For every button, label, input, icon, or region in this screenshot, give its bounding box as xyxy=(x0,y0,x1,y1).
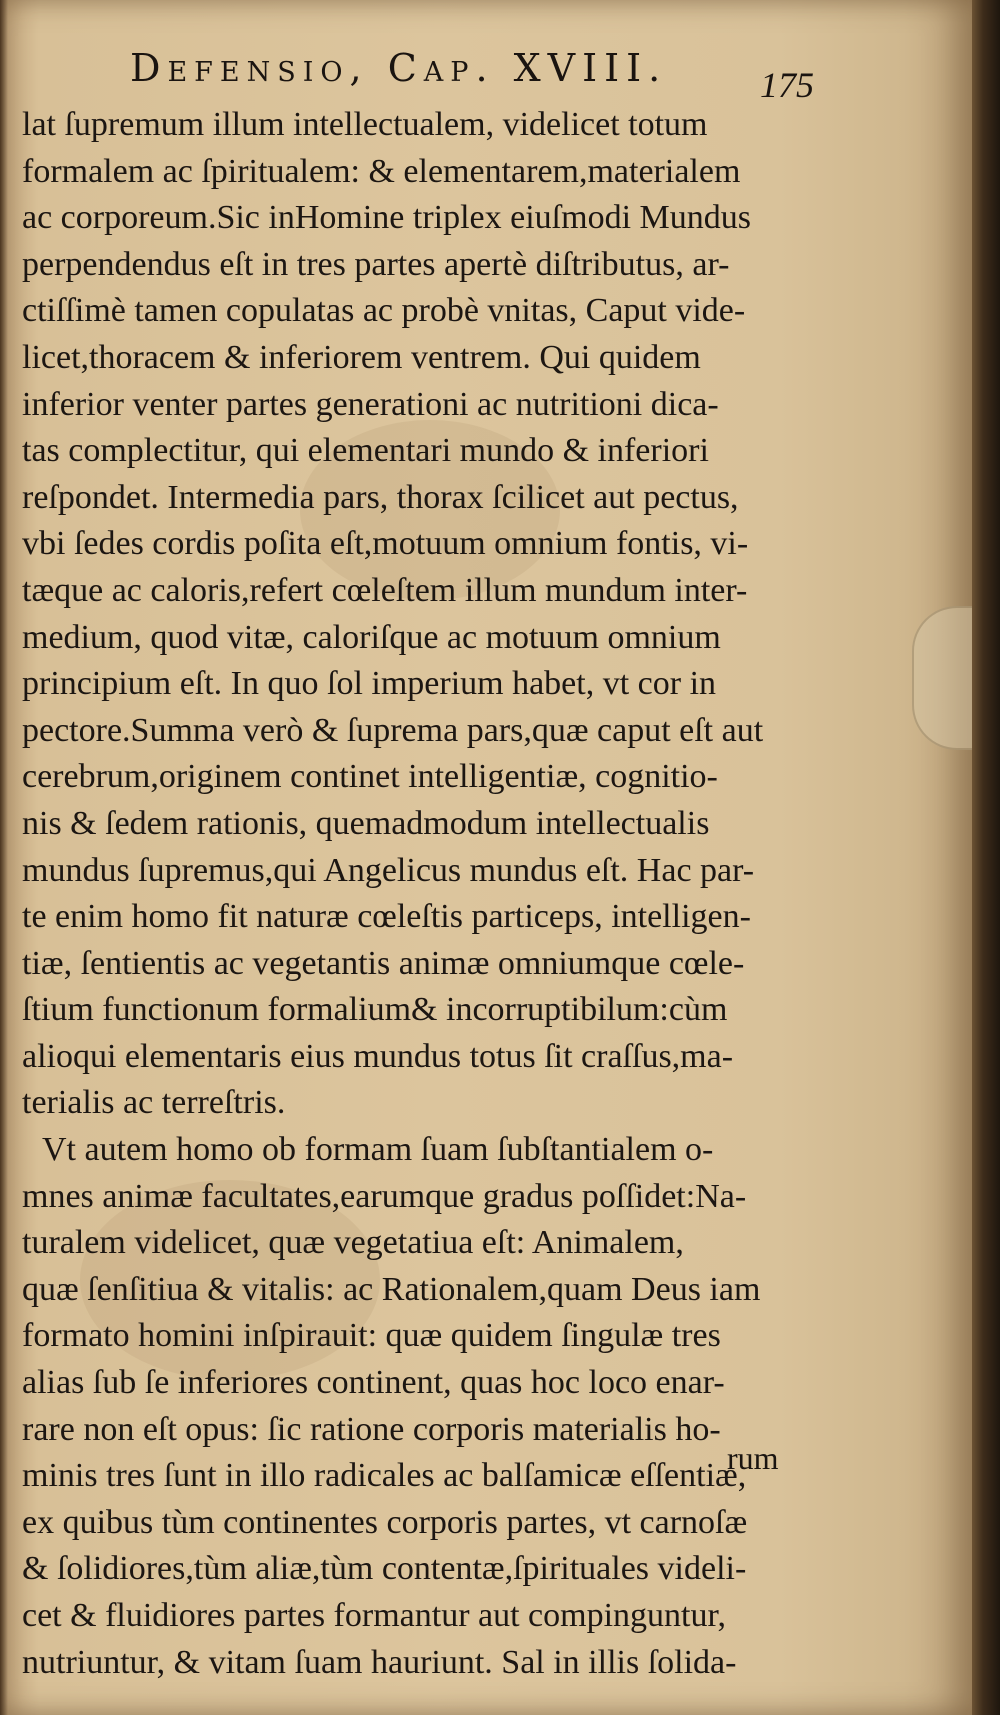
text-line: reſpondet. Intermedia pars, thorax ſcilicet aut pectus, xyxy=(22,478,739,516)
text-line: terialis ac terreſtris. xyxy=(22,1084,286,1122)
text-line: licet,thoracem & inferiorem ventrem. Qui quidem xyxy=(22,338,701,376)
catchword: rum xyxy=(727,1440,779,1476)
text-line: inferior venter partes generationi ac nutritioni dica- xyxy=(22,385,719,423)
text-line: mundus ſupremus,qui Angelicus mundus eſt. Hac par- xyxy=(22,851,755,889)
text-line: minis tres ſunt in illo radicales ac balſamicæ eſſentiæ, xyxy=(22,1457,747,1495)
text-line: quæ ſenſitiua & vitalis: ac Rationalem,quam Deus iam xyxy=(22,1270,761,1308)
text-line: tas complectitur, qui elementari mundo & inferiori xyxy=(22,432,709,470)
text-line: ex quibus tùm continentes corporis partes, vt carnoſæ xyxy=(22,1503,748,1541)
text-line: pectore.Summa verò & ſuprema pars,quæ caput eſt aut xyxy=(22,711,764,749)
text-line: formalem ac ſpiritualem: & elementarem,materialem xyxy=(22,152,741,190)
gutter-shadow xyxy=(0,0,8,1715)
text-line: lat ſupremum illum intellectualem, videlicet totum xyxy=(22,106,708,143)
text-line: vbi ſedes cordis poſita eſt,motuum omnium fontis, vi- xyxy=(22,525,749,563)
text-line: & ſolidiores,tùm aliæ,tùm contentæ,ſpirituales videli- xyxy=(22,1550,747,1588)
text-line: cerebrum,originem continet intelligentiæ, cognitio- xyxy=(22,758,718,796)
text-line: tæque ac caloris,refert cœleſtem illum mundum inter- xyxy=(22,571,748,609)
text-line: alioqui elementaris eius mundus totus ſit craſſus,ma- xyxy=(22,1037,734,1075)
text-line: alias ſub ſe inferiores continent, quas hoc loco enar- xyxy=(22,1364,725,1402)
book-edge xyxy=(972,0,1000,1715)
page-number: 175 xyxy=(760,65,814,105)
text-line: rare non eſt opus: ſic ratione corporis materialis ho- xyxy=(22,1410,721,1448)
text-line: mnes animæ facultates,earumque gradus poſſidet:Na- xyxy=(22,1177,747,1215)
body-text xyxy=(22,102,802,1686)
text-line: ac corporeum.Sic inHomine triplex eiuſmodi Mundus xyxy=(22,199,751,237)
text-line: perpendendus eſt in tres partes apertè diſtributus, ar- xyxy=(22,245,730,283)
text-line: Vt autem homo ob formam ſuam ſubſtantialem o- xyxy=(42,1131,714,1169)
text-line: nis & ſedem rationis, quemadmodum intellectualis xyxy=(22,804,710,842)
text-line: formato homini inſpirauit: quæ quidem ſingulæ tres xyxy=(22,1317,721,1355)
running-title: Defensio, Cap. XVIII. xyxy=(130,46,668,90)
text-line: turalem videlicet, quæ vegetatiua eſt: Animalem, xyxy=(22,1224,684,1262)
text-line: nutriuntur, & vitam ſuam hauriunt. Sal in illis ſolida- xyxy=(22,1643,737,1681)
text-line: tiæ, ſentientis ac vegetantis animæ omniumque cœle- xyxy=(22,944,745,982)
text-line: principium eſt. In quo ſol imperium habet, vt cor in xyxy=(22,665,717,703)
text-line: cet & fluidiores partes formantur aut compinguntur, xyxy=(22,1597,726,1634)
text-line: ſtium functionum formalium& incorruptibilum:cùm xyxy=(22,991,728,1029)
text-line: ctiſſimè tamen copulatas ac probè vnitas, Caput vide- xyxy=(22,292,746,330)
text-line: te enim homo fit naturæ cœleſtis particeps, intelligen- xyxy=(22,898,751,936)
text-line: medium, quod vitæ, caloriſque ac motuum omnium xyxy=(22,618,721,656)
